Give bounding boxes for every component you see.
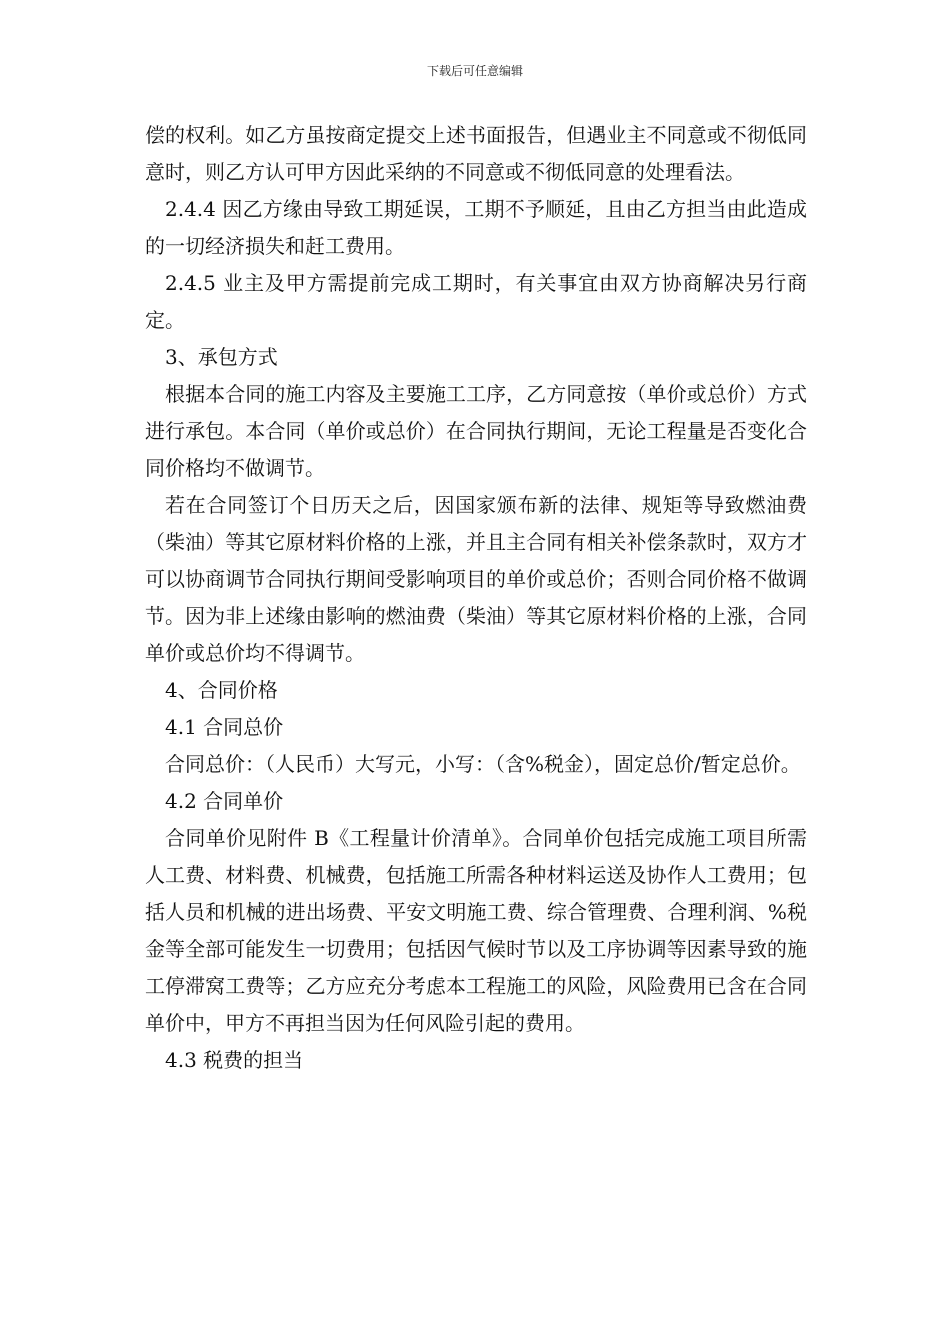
paragraph-price-adjustment: 若在合同签订个日历天之后，因国家颁布新的法律、规矩等导致燃油费（柴油）等其它原材料价格的上涨，并且主合同有相关补偿条款时，双方才可以协商调节合同执行期间受影响项目的单价或总价；否则合同价格不做调节。因为非上述缘由影响的燃油费（柴油）等其它原材料价格的上涨，合同单价或总价均不得调节。 (145, 493, 807, 665)
clause-4-2-heading: 4.2 合同单价 (165, 789, 284, 813)
paragraph-unit-price: 合同单价见附件 B《工程量计价清单》。合同单价包括完成施工项目所需人工费、材料费、机械费，包括施工所需各种材料运送及协作人工费用；包括人员和机械的进出场费、平安文明施工费、综合管理费、合理利润、%税金等全部可能发生一切费用；包括因气候时节以及工序协调等因素导致的施工停滞窝工费等；乙方应充分考虑本工程施工的风险，风险费用已含在合同单价中，甲方不再担当因为任何风险引起的费用。 (145, 826, 807, 1035)
paragraph-contract-method: 根据本合同的施工内容及主要施工工序，乙方同意按（单价或总价）方式进行承包。本合同（单价或总价）在合同执行期间，无论工程量是否变化合同价格均不做调节。 (145, 382, 807, 480)
clause-4-1-heading: 4.1 合同总价 (165, 715, 284, 739)
clause-2-4-4: 2.4.4 因乙方缘由导致工期延误，工期不予顺延，且由乙方担当由此造成的一切经济损失和赶工费用。 (145, 197, 807, 258)
section-heading-contract-method: 3、承包方式 (165, 345, 278, 369)
paragraph-total-price: 合同总价：（人民币）大写元，小写：（含%税金），固定总价/暂定总价。 (165, 752, 801, 776)
paragraph-rights-continuation: 偿的权利。如乙方虽按商定提交上述书面报告，但遇业主不同意或不彻低同意时，则乙方认可甲方因此采纳的不同意或不彻低同意的处理看法。 (145, 123, 807, 184)
clause-2-4-5: 2.4.5 业主及甲方需提前完成工期时，有关事宜由双方协商解决另行商定。 (145, 271, 807, 332)
document-body (145, 117, 807, 1079)
clause-4-3-heading: 4.3 税费的担当 (165, 1048, 304, 1072)
page-header-watermark: 下载后可任意编辑 (426, 64, 523, 78)
section-heading-contract-price: 4、合同价格 (165, 678, 278, 702)
